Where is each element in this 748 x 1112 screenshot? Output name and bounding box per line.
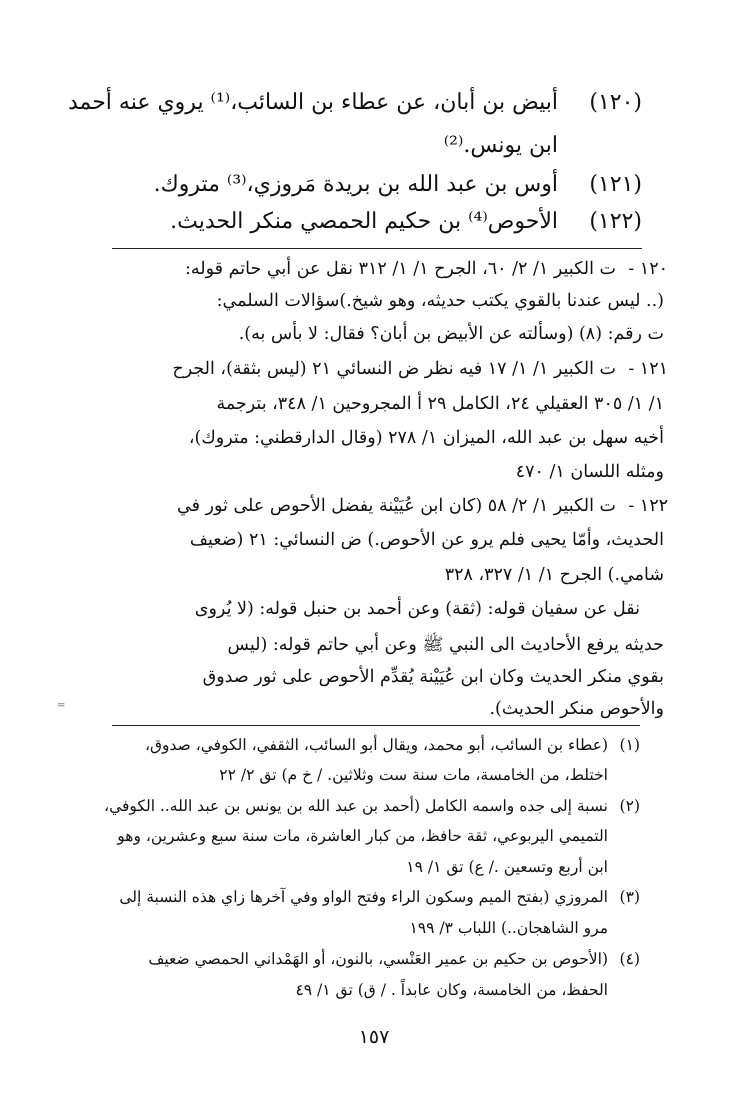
- note-line: شامي.) الجرح ١/ ١/ ٣٢٧، ٣٢٨: [444, 565, 664, 585]
- note-line: والأحوص منكر الحديث).: [489, 699, 664, 719]
- footnote-divider: [112, 725, 640, 726]
- entry-line: أبيض بن أبان، عن عطاء بن السائب،⁽¹⁾ يروي عنه أحمد: [67, 90, 558, 115]
- footnote-line: (الأحوص بن حكيم بن عمير العَنْسي، بالنون، أو الهَمْداني الحمصي ضعيف: [148, 950, 608, 968]
- note-line: ت رقم: (٨) (وسألته عن الأبيض بن أبان؟ فقال: لا بأس به).: [238, 324, 664, 344]
- note-line: بقوي منكر الحديث وكان ابن عُيَيْنة يُقدِّم الأحوص على ثور صدوق: [202, 667, 664, 687]
- footnote-number: (١): [619, 736, 640, 754]
- note-number: ١٢١ -: [628, 359, 668, 379]
- note-line: ت الكبير ١/ ١/ ١٧ فيه نظر ض النسائي ٢١ (ليس بثقة)، الجرح: [172, 359, 616, 379]
- note-line: حديثه يرفع الأحاديث الى النبي ﷺ وعن أبي حاتم قوله: (ليس: [227, 635, 664, 655]
- note-line: ت الكبير ١/ ٢/ ٥٨ (كان ابن عُيَيْنة يفضل الأحوص على ثور في: [177, 496, 616, 516]
- footnote-number: (٢): [619, 797, 640, 815]
- footnote-line: التميمي اليربوعي، ثقة حافظ، من كبار العاشرة، مات سنة سبع وعشرين، وهو: [117, 827, 608, 845]
- entry-number: (١٢٢): [589, 209, 642, 234]
- page-number: ١٥٧: [358, 1026, 390, 1048]
- entry-number: (١٢٠): [589, 90, 642, 115]
- entry-line: أوس بن عبد الله بن بريدة مَروزي،⁽³⁾ متروك.: [153, 172, 558, 197]
- note-line: ١/ ١/ ٣٠٥ العقيلي ٢٤، الكامل ٢٩ أ المجروحين ١/ ٣٤٨، بترجمة: [216, 394, 664, 414]
- entry-line: الأحوص⁽⁴⁾ بن حكيم الحمصي منكر الحديث.: [170, 209, 558, 234]
- footnote-line: مرو الشاهجان..) اللباب ٣/ ١٩٩: [409, 919, 608, 937]
- note-line: أخيه سهل بن عبد الله، الميزان ١/ ٢٧٨ (وقال الدارقطني: متروك)،: [188, 428, 664, 448]
- footnote-line: (عطاء بن السائب، أبو محمد، ويقال أبو السائب، الثقفي، الكوفي، صدوق،: [145, 736, 608, 754]
- footnote-line: الحفظ، من الخامسة، وكان عابداً . / ق) تق ١/ ٤٩: [295, 981, 608, 999]
- entry-number: (١٢١): [589, 172, 642, 197]
- footnote-number: (٣): [619, 888, 640, 906]
- footnote-line: نسبة إلى جده واسمه الكامل (أحمد بن عبد الله بن يونس بن عبد الله.. الكوفي،: [104, 797, 608, 815]
- section-divider: [112, 248, 642, 249]
- margin-mark: ⁼: [57, 698, 66, 717]
- note-line: ت الكبير ١/ ٢/ ٦٠، الجرح ١/ ١/ ٣١٢ نقل عن أبي حاتم قوله:: [185, 259, 616, 279]
- footnote-line: المروزي (بفتح الميم وسكون الراء وفتح الواو وفي آخرها زاي هذه النسبة إلى: [119, 888, 608, 906]
- note-line: (.. ليس عندنا بالقوي يكتب حديثه، وهو شيخ.)سؤالات السلمي:: [216, 291, 664, 311]
- footnote-line: ابن أربع وتسعين ./ ع) تق ١/ ١٩: [406, 858, 608, 876]
- note-line: الحديث، وأمّا يحيى فلم يرو عن الأحوص.) ض النسائي: ٢١ (ضعيف: [189, 530, 664, 550]
- footnote-number: (٤): [619, 950, 640, 968]
- footnote-line: اختلط، من الخامسة، مات سنة ست وثلاثين. / خ م) تق ٢/ ٢٢: [219, 766, 608, 784]
- entry-line: ابن يونس.⁽²⁾: [443, 133, 558, 158]
- note-line: ومثله اللسان ١/ ٤٧٠: [515, 462, 664, 482]
- note-number: ١٢٠ -: [628, 259, 668, 279]
- note-number: ١٢٢ -: [628, 496, 668, 516]
- note-line: نقل عن سفيان قوله: (ثقة) وعن أحمد بن حنبل قوله: (لا يُروى: [194, 599, 640, 619]
